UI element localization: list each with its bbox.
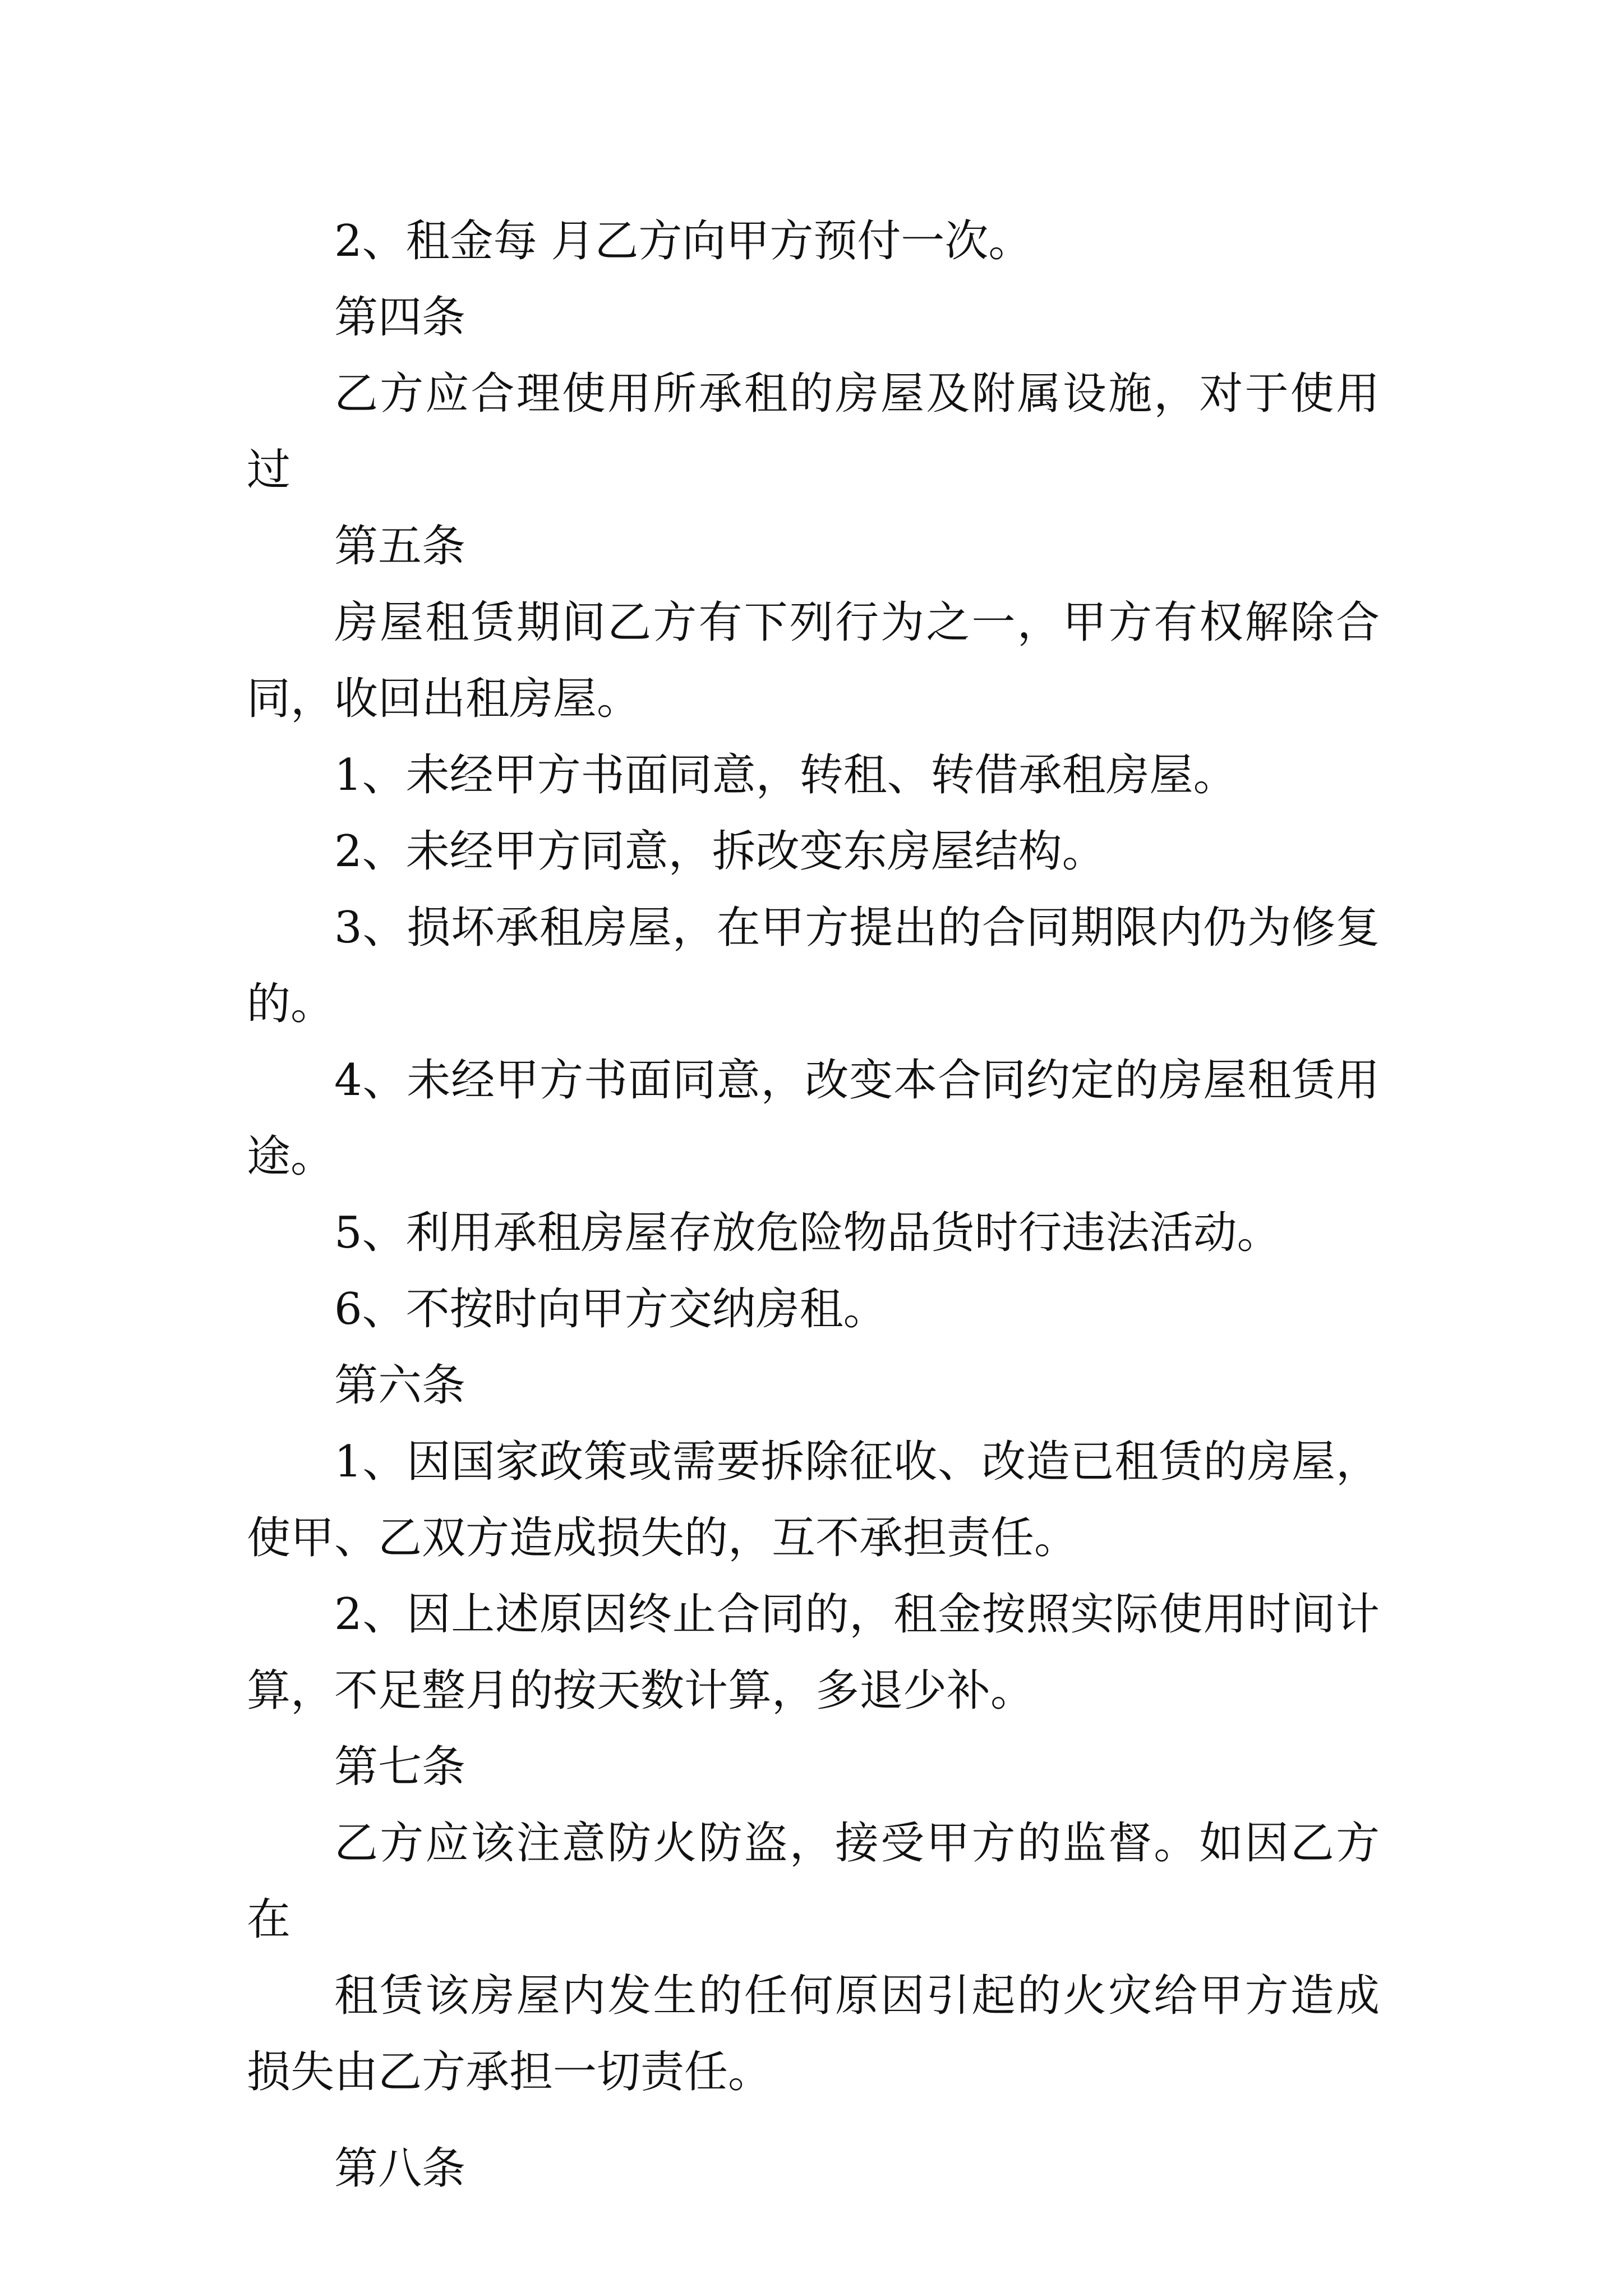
article-6-heading: 第六条 [334,1360,466,1411]
article-4-heading: 第四条 [334,292,466,343]
article-6-item-1: 1、因国家政策或需要拆除征收、改造已租赁的房屋，使甲、乙双方造成损失的，互不承担责任。 [247,1437,1380,1563]
article-6-item-2: 2、因上述原因终止合同的，租金按照实际使用时间计算，不足整月的按天数计算，多退少补。 [247,1589,1380,1716]
article-5-item-4: 4、未经甲方书面同意，改变本合同约定的房屋租赁用途。 [247,1055,1380,1182]
article-5-item-1: 1、未经甲方书面同意，转租、转借承租房屋。 [334,750,1237,800]
article-4-text: 乙方应合理使用所承租的房屋及附属设施，对于使用过 [247,369,1380,495]
article-7-heading: 第七条 [334,1742,466,1792]
article-5-item-5: 5、利用承租房屋存放危险物品货时行违法活动。 [334,1208,1281,1258]
clause-3-item-2: 2、租金每 月乙方向甲方预付一次。 [334,216,1032,266]
article-5-item-2: 2、未经甲方同意，拆改变东房屋结构。 [334,826,1106,877]
article-5-item-6: 6、不按时向甲方交纳房租。 [334,1284,887,1335]
article-7-text-line-1: 乙方应该注意防火防盗，接受甲方的监督。如因乙方在 [247,1818,1380,1945]
article-8-heading: 第八条 [334,2143,466,2194]
article-7-text-line-2: 租赁该房屋内发生的任何原因引起的火灾给甲方造成损失由乙方承担一切责任。 [247,1971,1380,2097]
article-5-intro: 房屋租赁期间乙方有下列行为之一，甲方有权解除合同，收回出租房屋。 [247,597,1380,724]
article-5-heading: 第五条 [334,521,466,572]
contract-body [247,203,1380,2207]
article-5-item-3: 3、损坏承租房屋，在甲方提出的合同期限内仍为修复的。 [247,903,1380,1029]
